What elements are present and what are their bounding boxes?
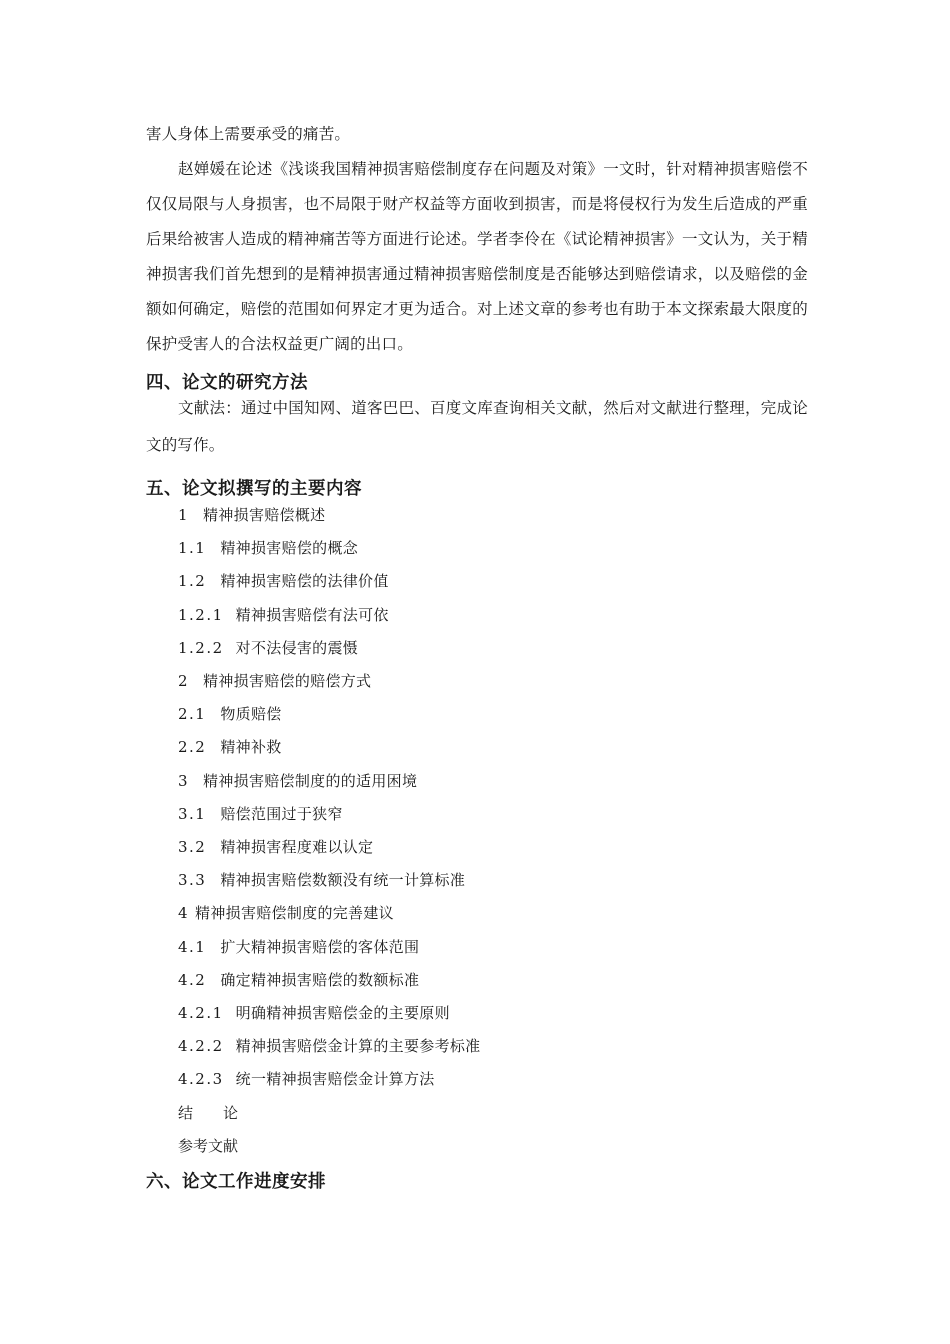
outline-item: 1.1 精神损害赔偿的概念 — [178, 539, 359, 558]
outline-item: 4.2.3 统一精神损害赔偿金计算方法 — [178, 1070, 435, 1089]
outline-item: 1.2.1 精神损害赔偿有法可依 — [178, 605, 389, 624]
section6-heading: 六、论文工作进度安排 — [146, 1172, 326, 1193]
outline-references: 参考文献 — [178, 1136, 239, 1155]
outline-item: 3.1 赔偿范围过于狭窄 — [178, 804, 343, 823]
outline-item: 4 精神损害赔偿制度的完善建议 — [178, 904, 394, 923]
outline-item: 1.2.2 对不法侵害的震慑 — [178, 638, 359, 657]
outline-item: 2 精神损害赔偿的赔偿方式 — [178, 672, 372, 691]
outline-item: 3.2 精神损害程度难以认定 — [178, 838, 374, 857]
intro-line: 害人身体上需要承受的痛苦。 — [146, 125, 351, 143]
outline-item: 4.2.1 明确精神损害赔偿金的主要原则 — [178, 1004, 450, 1023]
outline-conclusion: 结 论 — [178, 1103, 239, 1122]
outline-item: 3.3 精神损害赔偿数额没有统一计算标准 — [178, 871, 466, 890]
outline-list — [146, 499, 808, 1163]
outline-item: 3 精神损害赔偿制度的的适用困境 — [178, 771, 418, 790]
document-page — [146, 117, 808, 1195]
section4-heading: 四、论文的研究方法 — [146, 373, 308, 393]
outline-item: 4.2 确定精神损害赔偿的数额标准 — [178, 970, 420, 989]
outline-item: 4.1 扩大精神损害赔偿的客体范围 — [178, 937, 420, 956]
outline-item: 4.2.2 精神损害赔偿金计算的主要参考标准 — [178, 1037, 481, 1056]
outline-item: 2.2 精神补救 — [178, 738, 282, 757]
section4-body: 文献法：通过中国知网、道客巴巴、百度文库查询相关文献，然后对文献进行整理，完成论文的写作。 — [146, 399, 808, 454]
outline-item: 1 精神损害赔偿概述 — [178, 506, 326, 524]
section5-heading: 五、论文拟撰写的主要内容 — [146, 479, 362, 499]
intro-paragraph: 赵婵媛在论述《浅谈我国精神损害赔偿制度存在问题及对策》一文时，针对精神损害赔偿不仅仅局限与人身损害，也不局限于财产权益等方面收到损害，而是将侵权行为发生后造成的严重后果给被害人造成的精神痛苦等方面进行论述。学者李伶在《试论精神损害》一文认为，关于精神损害我们首先想到的是精神损害通过精神损害赔偿制度是否能够达到赔偿请求，以及赔偿的金额如何确定，赔偿的范围如何界定才更为适合。对上述文章的参考也有助于本文探索最大限度的保护受害人的合法权益更广阔的出口。 — [146, 160, 808, 353]
outline-item: 2.1 物质赔偿 — [178, 705, 282, 724]
outline-item: 1.2 精神损害赔偿的法律价值 — [178, 572, 389, 591]
